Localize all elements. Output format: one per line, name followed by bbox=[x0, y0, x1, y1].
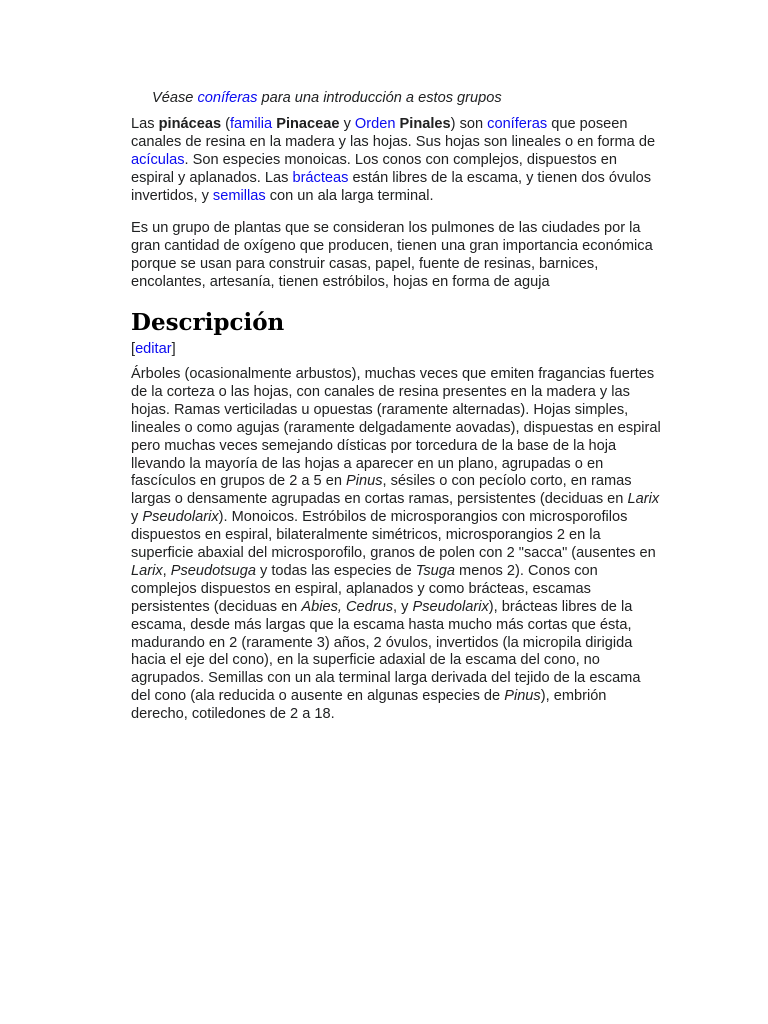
link-familia[interactable]: familia bbox=[229, 115, 273, 132]
desc-text: y bbox=[131, 509, 143, 526]
taxon-pseudolarix: Pseudolarix bbox=[142, 509, 219, 526]
taxon-larix: Larix bbox=[627, 491, 660, 508]
taxon-larix: Larix bbox=[131, 562, 163, 579]
intro-text: y bbox=[339, 115, 355, 132]
desc-text: menos 2). Conos con complejos dispuestos en espiral, aplanados y como brácteas, escamas persistentes (deciduas en bbox=[131, 562, 598, 615]
edit-bracket-close: ] bbox=[171, 341, 176, 358]
hatnote-suffix: para una introducción a estos grupos bbox=[257, 90, 502, 106]
desc-text: ), embrión derecho, cotiledones de 2 a 18. bbox=[131, 688, 607, 723]
taxon-tsuga: Tsuga bbox=[415, 562, 455, 579]
edit-link[interactable]: editar bbox=[135, 341, 172, 358]
desc-text: , bbox=[162, 562, 171, 579]
desc-text: Árboles (ocasionalmente arbustos), muchas veces que emiten fragancias fuertes de la corteza o las hojas, con canales de resina presentes en la madera y las hojas. Ramas verticiladas u opuestas (raramente alternadas). Hojas simples, lineales o como agujas (raramente delgadamente aovadas), dispuestas en espiral pero muchas veces semejando dísticas por torcedura de la base de la hoja llevando la mayoría de las hojas a aparecer en un plano, agrupadas o en fascículos en grupos de 2 a 5 en bbox=[131, 365, 661, 490]
edit-section bbox=[131, 341, 663, 359]
desc-text: , sésiles o con pecíolo corto, en ramas largas o densamente agrupadas en cortas ramas, persistentes (deciduas en bbox=[131, 473, 632, 508]
section-heading-descripcion: Descripción bbox=[131, 309, 285, 337]
taxon-pinus: Pinus bbox=[504, 688, 541, 705]
article-content bbox=[131, 90, 663, 724]
link-orden[interactable]: Orden bbox=[354, 115, 396, 132]
link-semillas[interactable]: semillas bbox=[212, 187, 266, 204]
taxon-pinus: Pinus bbox=[346, 473, 383, 490]
intro-text: ( bbox=[221, 115, 230, 132]
hatnote-link-coniferas[interactable]: coníferas bbox=[197, 90, 258, 106]
intro-text: ) son bbox=[450, 115, 488, 132]
importance-paragraph: Es un grupo de plantas que se consideran los pulmones de las ciudades por la gran cantidad de oxígeno que producen, tienen una gran importancia económica porque se usan para construir casas, papel, fuente de resinas, barnices, encolantes, artesanía, tienen estróbilos, hojas en forma de aguja bbox=[131, 220, 653, 291]
hatnote-prefix: Véase bbox=[152, 90, 198, 106]
term-pinaceae: Pinaceae bbox=[276, 115, 340, 132]
link-coniferas[interactable]: coníferas bbox=[487, 115, 548, 132]
intro-text: con un ala larga terminal. bbox=[265, 187, 434, 204]
intro-paragraph bbox=[131, 116, 663, 206]
link-bracteas[interactable]: brácteas bbox=[292, 169, 349, 186]
term-pinales: Pinales bbox=[399, 115, 451, 132]
intro-text: que poseen canales de resina en la madera y las hojas. Sus hojas son lineales o en forma de bbox=[131, 115, 656, 150]
intro-text: . Son especies monoicas. Los conos con complejos, dispuestos en espiral y aplanados. Las bbox=[131, 151, 617, 186]
desc-text: ), brácteas libres de la escama, desde más largas que la escama hasta mucho más cortas que ésta, madurando en 2 (raramente 3) años, 2 óvulos, invertidos (la micropila dirigida hacia el eje del cono), en la superficie adaxial de la escama del cono, no agrupados. Semillas con un ala terminal larga derivada del tejido de la escama del cono (ala reducida o ausente en algunas especies de bbox=[131, 598, 641, 705]
desc-text: y todas las especies de bbox=[255, 562, 416, 579]
hatnote bbox=[131, 90, 663, 108]
description-paragraph bbox=[131, 366, 663, 724]
intro-text: están libres de la escama, y tienen dos óvulos invertidos, y bbox=[131, 169, 652, 204]
taxon-pseudolarix: Pseudolarix bbox=[412, 598, 489, 615]
taxon-abies-cedrus: Abies, Cedrus bbox=[301, 598, 394, 615]
desc-text: , y bbox=[393, 598, 413, 615]
edit-bracket-open: [ bbox=[131, 341, 136, 358]
description-body bbox=[131, 366, 663, 724]
desc-text: ). Monoicos. Estróbilos de microsporangios con microsporofilos dispuestos en espiral, bilateralmente simétricos, microsporangios 2 en la superficie abaxial del microsporofilo, granos de polen con 2 "sacca" (ausentes en bbox=[131, 509, 656, 562]
intro-text: Las bbox=[131, 115, 159, 132]
taxon-pseudotsuga: Pseudotsuga bbox=[170, 562, 256, 579]
link-aciculas[interactable]: acículas bbox=[131, 151, 185, 168]
term-pinaceas: pináceas bbox=[158, 115, 222, 132]
